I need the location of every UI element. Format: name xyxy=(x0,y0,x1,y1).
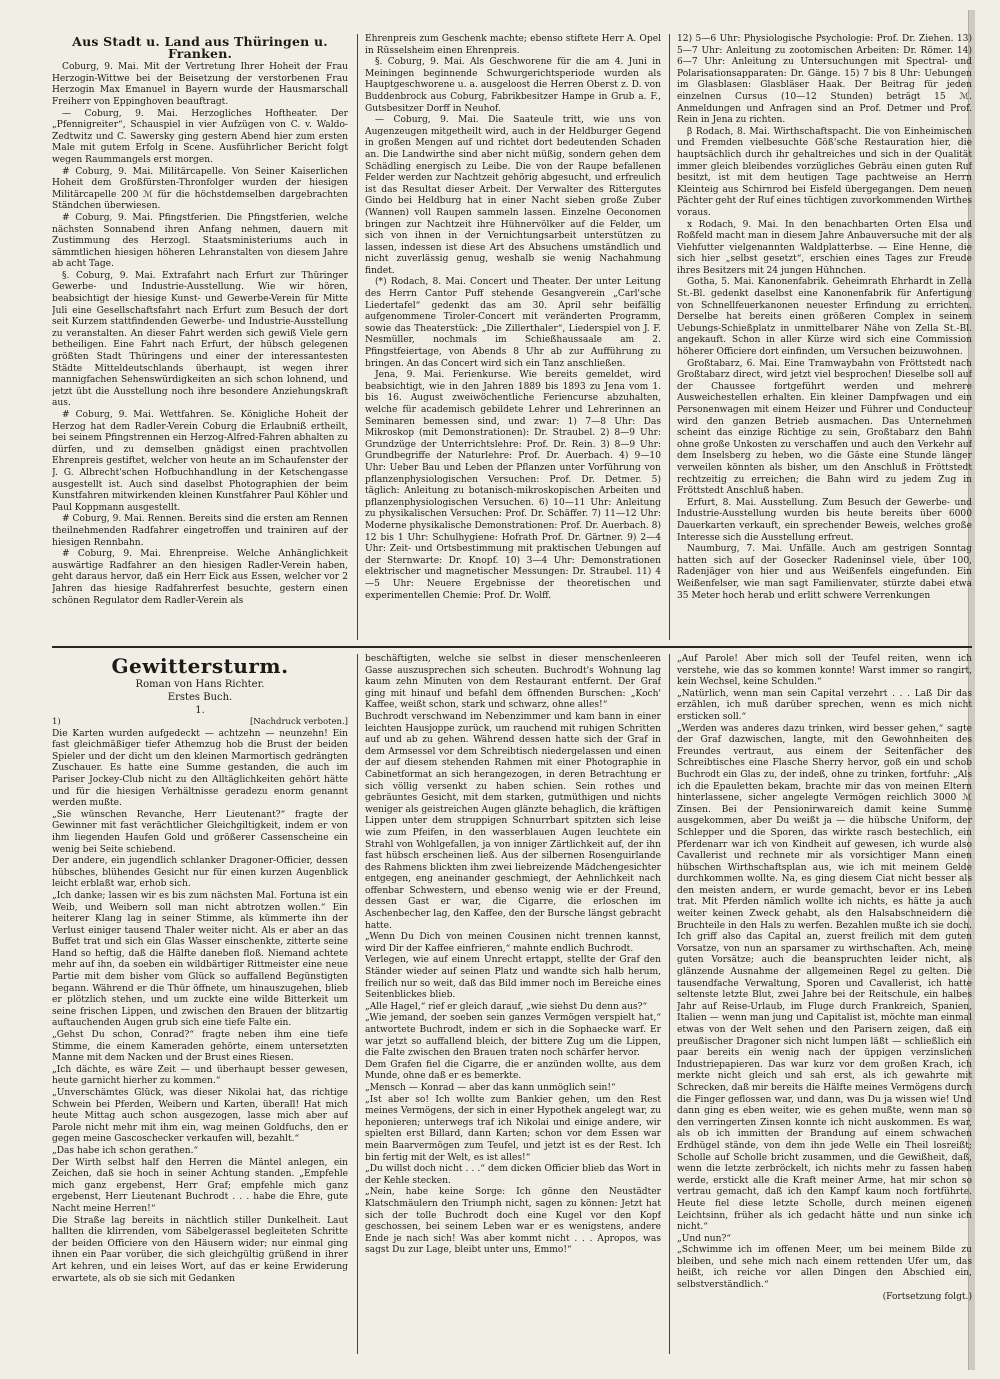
news-item: §. Coburg, 9. Mai. Extrafahrt nach Erfurt zur Thüringer Gewerbe- und Industrie-Ausstellung. Wie wir hören, beabsichtigt der hiesige Kunst- und Gewerbe-Verein für Mitte Juli eine Gesellschaftsfahrt nach Erfurt zum Besuch der dort seit Kurzem stattfindenden Gewerbe- und Industrie-Ausstellung zu veranstalten. An dieser Fahrt werden sich gewiß Viele gern betheiligen. Eine Fahrt nach Erfurt, der hübsch gelegenen größten Stadt Thüringens und einer der interessantesten Städte Mitteldeutschlands überhaupt, ist wegen ihrer mannigfachen Sehenswürdigkeiten an sich schon lohnend, und jetzt übt die Ausstellung noch ihre besondere Anziehungskraft aus. xyxy=(52,270,348,409)
news-item: β Rodach, 8. Mai. Wirthschaftspacht. Die von Einheimischen und Fremden vielbesuchte Göß'sche Restauration hier, die hauptsächlich durch ihr gehaltreiches und sich in der Qualität immer gleich bleibendes vorzügliches Gebräu einen guten Ruf besitzt, ist mit dem heutigen Tage pachtweise an Herrn Kleinteig aus Schirnrod bei Eisfeld übergegangen. Dem neuen Pächter geht der Ruf eines tüchtigen zuvorkommenden Wirthes voraus. xyxy=(677,126,972,218)
reprint-note xyxy=(52,717,348,729)
column-divider xyxy=(357,654,358,1354)
news-item: Jena, 9. Mai. Ferienkurse. Wie bereits gemeldet, wird beabsichtigt, wie in den Jahren 1889 bis 1893 zu Jena vom 1. bis 16. August zweiwöchentliche Feriencurse abzuhalten, welche für academisch gebildete Lehrer und Lehrerinnen an Seminaren bemessen sind, und zwar: 1) 7—8 Uhr: Das Mikroskop (mit Demonstrationen): Dr. Straubel. 2) 8—9 Uhr: Grundzüge der Unterrichtslehre: Prof. Dr. Rein. 3) 8—9 Uhr: Grundbegriffe der Naturlehre: Prof. Dr. Auerbach. 4) 9—10 Uhr: Ueber Bau und Leben der Pflanzen unter Vorführung von pflanzenphysiologischen Versuchen: Prof. Dr. Detmer. 5) täglich: Anleitung zu botanisch-mikroskopischen Arbeiten und pflanzenphysiologischen Versuchen. 6) 10—11 Uhr: Anleitung zu physikalischen Versuchen: Prof. Dr. Schäffer. 7) 11—12 Uhr: Moderne physikalische Demonstrationen: Prof. Dr. Auerbach. 8) 12 bis 1 Uhr: Schulhygiene: Hofrath Prof. Dr. Gärtner. 9) 2—4 Uhr: Zeit- und Ortsbestimmung mit praktischen Uebungen auf der Sternwarte: Dr. Knopf. 10) 3—4 Uhr: Demonstrationen elektrischer und magnetischer Messungen: Dr. Straubel. 11) 4—5 Uhr: Neuere Ergebnisse der theoretischen und experimentellen Chemie: Prof. Dr. Wolff. xyxy=(365,370,661,601)
news-item: # Coburg, 9. Mai. Militärcapelle. Von Seiner Kaiserlichen Hoheit dem Großfürsten-Thronfolger wurden der hiesigen Militärcapelle 200 ℳ für die höchstdemselben dargebrachten Ständchen überwiesen. xyxy=(52,166,348,212)
news-item: §. Coburg, 9. Mai. Als Geschworene für die am 4. Juni in Meiningen beginnende Schwurgerichtsperiode wurden als Hauptgeschworene u. a. ausgeloost die Herren Oberst z. D. von Buddenbrock aus Coburg, Fabrikbesitzer Hampe in Grub a. F., Gutsbesitzer Dorff in Neuhof. xyxy=(365,57,661,114)
news-item: # Coburg, 9. Mai. Rennen. Bereits sind die ersten am Rennen theilnehmenden Radfahrer eingetroffen und trainiren auf der hiesigen Rennbahn. xyxy=(52,514,348,548)
section-heading: Aus Stadt u. Land aus Thüringen u. Franken. xyxy=(72,34,328,61)
news-item: — Coburg, 9. Mai. Herzogliches Hoftheater. Der „Pfennigreiter“, Schauspiel in vier Aufzügen von C. v. Waldo-Zedtwitz und C. Sawersky ging gestern Abend hier zum ersten Male mit gutem Erfolg in Scene. Ausführlicher Bericht folgt wegen Raummangels erst morgen. xyxy=(52,108,348,165)
news-item: # Coburg, 9. Mai. Pfingstferien. Die Pfingstferien, welche nächsten Sonnabend ihren Anfang nehmen, dauern mit Zustimmung des Herzogl. Staatsministeriums auch in sämmtlichen hiesigen höheren Lehranstalten von diesem Jahre ab acht Tage. xyxy=(52,212,348,270)
column-local-news-3 xyxy=(677,34,972,640)
column-divider xyxy=(357,34,358,640)
news-item: Coburg, 9. Mai. Mit der Vertretung Ihrer Hoheit der Frau Herzogin-Wittwe bei der Beisetzung der verstorbenen Frau Herzogin Max Emanuel in Bayern wurde der Hausmarschall Freiherr von Eppinghoven beauftragt. xyxy=(52,62,348,107)
continued-note: (Fortsetzung folgt.) xyxy=(882,1291,972,1302)
news-item: 12) 5—6 Uhr: Physiologische Psychologie: Prof. Dr. Ziehen. 13) 5—7 Uhr: Anleitung zu zootomischen Arbeiten: Dr. Römer. 14) 6—7 Uhr: Anleitung zu Untersuchungen mit Spectral- und Polarisationsapparaten: Dr. Gänge. 15) 7 bis 8 Uhr: Uebungen im Glasblasen: Glasbläser Haak. Der Beitrag für jeden einzelnen Cursus (10—12 Stunden) beträgt 15 ℳ. Anmeldungen und Anfragen sind an Prof. Detmer und Prof. Rein in Jena zu richten. xyxy=(677,34,972,126)
column-divider xyxy=(669,34,670,640)
news-item: Erfurt, 8. Mai. Ausstellung. Zum Besuch der Gewerbe- und Industrie-Ausstellung wurden bis heute bereits über 6000 Dauerkarten verkauft, ein sprechender Beweis, welches große Interesse sich die Ausstellung erfreut. xyxy=(677,497,972,543)
news-item: x Rodach, 9. Mai. In den benachbarten Orten Elsa und Roßfeld macht man in diesem Jahre Anbauversuche mit der als Viehfutter vielgenannten Waldplatterbse. — Eine Henne, die sich hier „selbst gesetzt“, erschien eines Tages zur Freude ihres Besitzers mit 24 jungen Hühnchen. xyxy=(677,219,972,276)
newspaper-page xyxy=(52,34,972,1354)
copyright-notice: [Nachdruck verboten.] xyxy=(249,717,348,727)
column-local-news-2 xyxy=(365,34,661,640)
novel-text: Die Karten wurden aufgedeckt — achtzehn — neunzehn! Ein fast gleichmäßiger tiefer Athemzug hob die Brust der beiden Spieler und der dicht um den kleinen Marmortisch gedrängten Zuschauer. Es hatte eine Summe gestanden, die auch im Pariser Jockey-Club nicht zu den Alltäglichkeiten gehört hätte und für die hiesigen Verhältnisse geradezu enorm genannt werden mußte. „Sie wünschen Revanche, Herr Lieutenant?“ fragte der Gewinner mit fast verächtlicher Gleichgiltigkeit, indem er von ihm liegenden Haufen Gold und größerer Cassenscheine ein wenig bei Seite schiebend. Der andere, ein jugendlich schlanker Dragoner-Officier, dessen hübsches, blühendes Gesicht nur für einen kurzen Augenblick leicht erblaßt war, erhob sich. „Ich danke; lassen wir es bis zum nächsten Mal. Fortuna ist ein Weib, und Weibern soll man nicht abtrotzen wollen.“ Ein heiterer Klang lag in seiner Stimme, als kümmerte ihn der Verlust einiger tausend Thaler weiter nicht. Als er aber an das Buffet trat und sich ein Glas Wasser einschenkte, zitterte seine Hand so heftig, daß die Hälfte daneben floß. Niemand achtete mehr auf ihn, da soeben ein wildbärtiger Rittmeister eine neue Partie mit dem bisher vom Glück so auffallend Begünstigten begann. Während er die Thür öffnete, um hinauszugehen, blieb er plötzlich stehen, und um zuckte eine wilde Bitterkeit um seine frischen Lippen, und zwischen den Brauen der blitzartig auftauchenden Augen grub sich eine tiefe Falte ein. „Gehst Du schon, Conrad?“ fragte neben ihm eine tiefe Stimme, die einem Kameraden gehörte, einem untersetzten Manne mit dem Nacken und der Brust eines Riesen. „Ich dächte, es wäre Zeit — und überhaupt besser gewesen, heute garnicht hierher zu kommen.“ „Unverschämtes Glück, was dieser Nikolai hat, das richtige Schwein bei Pferden, Weibern und Karten, überall! Hat mich heute Mittag auch schon ausgezogen, lasse mich aber auf Parole nicht mehr mit ihm ein, wag meinen Goldfuchs, den er gegen meine Gascoschecker verkaufen will, bezahlt.“ „Das habe ich schon gerathen.“ Der Wirth selbst half den Herren die Mäntel anlegen, ein Zeichen, daß sie hoch in seiner Achtung standen. „Empfehle mich ganz ergebenst, Herr Graf; empfehle mich ganz ergebenst, Herr Lieutenant Buchrodt . . . habe die Ehre, gute Nacht meine Herren!“ Die Straße lag bereits in nächtlich stiller Dunkelheit. Laut hallten die klirrenden, vom Säbelgerassel begleiteten Schritte der beiden Officiere von den Häusern wider; nur einmal ging ihnen ein Paar vorüber, die sich gleichgültig grüßend in ihrer Art kehren, und ein leises Wort, auf das er keine Erwiderung erwartete, als ob sie sich mit Gedanken xyxy=(52,728,348,1284)
news-item: — Coburg, 9. Mai. Die Saateule tritt, wie uns von Augenzeugen mitgetheilt wird, auch in der Heldburger Gegend in großen Mengen auf und richtet dort bedeutenden Schaden an. Die Landwirthe sind aber nicht müßig, sondern gehen dem Schädling energisch zu Leibe. Die von der Raupe befallenen Felder werden zur Nachtzeit gehörig abgesucht, und erfreulich ist das Resultat dieser Arbeit. Der Verwalter des Rittergutes Gindo bei Heldburg hat in einer Nacht sieben große Zuber (Wannen) voll Raupen sammeln lassen. Einzelne Oeconomen bringen zur Nachtzeit ihre Hühnervölker auf die Felder, um sich von ihnen in der Vernichtungsarbeit unterstützen zu lassen, indessen ist diese Art des Absuchens umständlich und nicht zuverlässig genug, weshalb sie wenig Nachahmung findet. xyxy=(365,115,661,276)
news-item: # Coburg, 9. Mai. Ehrenpreise. Welche Anhänglichkeit auswärtige Radfahrer an den hiesigen Radler-Verein haben, geht daraus hervor, daß ein Herr Eick aus Essen, welcher vor 2 Jahren das hiesige Radfahrerfest besuchte, gestern einen schönen Regulator dem Radler-Verein als xyxy=(52,549,348,606)
news-item: (*) Rodach, 8. Mai. Concert und Theater. Der unter Leitung des Herrn Cantor Puff stehende Gesangverein „Carl'sche Liedertafel“ gedenkt das am 30. April sehr beifällig aufgenommene Tiroler-Concert mit veränderten Programm, sowie das Theaterstück: „Die Zillerthaler“, Liederspiel von J. F. Nesmüller, nochmals im Schießhaussaale am 2. Pfingstfeiertage, von Abends 8 Uhr ab zur Aufführung zu bringen. An das Concert wird sich ein Tanz anschließen. xyxy=(365,277,661,369)
column-divider xyxy=(669,654,670,1354)
column-local-news-1 xyxy=(52,34,348,640)
novel-author: Roman von Hans Richter. xyxy=(135,679,265,690)
novel-column-3 xyxy=(677,654,972,1354)
news-item: # Coburg, 9. Mai. Wettfahren. Se. Königliche Hoheit der Herzog hat dem Radler-Verein Coburg die Erlaubniß ertheilt, bei seinem Pfingstrennen ein Herzog-Alfred-Fahren abhalten zu dürfen, und zu demselben gnädigst einen prachtvollen Ehrenpreis gestiftet, welcher von heute an im Schaufenster der J. G. Albrecht'schen Hofbuchhandlung in der Ketschengasse ausgestellt ist. Auch sind daselbst Photographien der beim Kunstfahren mitwirkenden kleinen Kunstfahrer Paul Köhler und Paul Koppmann ausgestellt. xyxy=(52,410,348,513)
novel-column-1 xyxy=(52,654,348,1354)
novel-column-2 xyxy=(365,654,661,1354)
novel-text: „Auf Parole! Aber mich soll der Teufel reiten, wenn ich verstehe, wie das so kommen konnte! Warst immer so rangirt, kein Wechsel, keine Schulden.“ „Natürlich, wenn man sein Capital verzehrt . . . Laß Dir das erzählen, ich muß darüber sprechen, wenn es mich nicht ersticken soll.“ „Werden was anderes dazu trinken, wird besser gehen,“ sagte der Graf dazwischen, langte, mit den Gewohnheiten des Freundes vertraut, aus einem der Seitenfächer des Schreibtisches eine Flasche Sherry hervor, goß ein und schob Buchrodt ein Glas zu, der indeß, ohne zu trinken, fortfuhr: „Als ich die Epauletten bekam, brachte mir das von meinen Eltern hinterlassene, sicher angelegte Vermögen reichlich 3000 ℳ Zinsen. Bei der Pensionirwareich damit keine Summe ausgekommen, aber Du weißt ja — die hübsche Uniform, der Schlepper und die Sporen, das wirkte rasch bestechlich, ein Pferdenarr war ich von Kindheit auf gewesen, ich wurde also Cavallerist und rechnete mir als vorsichtiger Mann einen hübschen Wirthschaftsplan aus, wie ich mit meinem Gelde durchkommen wollte. Na, es ging diesem Ciat nicht besser als den meisten andern, er wurde gemacht, bevor er ins Leben trat. Mit Pferden nämlich wollte ich nichts, es hätte ja auch weiter keinen Zweck gehabt, als den Halsabschneidern die Bruchteile in den Hals zu werfen. Bezahlen mußte ich sie doch. Ich griff also das Capital an, zuerst freilich mit dem guten Vorsatze, von nun an sparsamer zu wirthschaften. Ach, meine guten Vorsätze; auch die beanspruchten leider nicht, als glänzende Ausnahme der allgemeinen Regel zu gelten. Die tausendfache Verwaltung, Sporen und Cavallerist, ich hatte seltenste letzte Blut, zwei Jahre bei der Reitschule, ein halbes Jahr auf Reise-Urlaub, im Fluge durch Frankreich, Spanien, Italien — wenn man jung und Capitalist ist, möchte man einmal etwas von der Welt sehen und den Parisern zeigen, daß ein preußischer Dragoner sich nicht lumpen läßt — schließlich ein paar bereits ein wenig nach der üppigen verzinslichen Industriepapieren. Das war kurz vor dem großen Krach, ich merkte nicht gleich und sah erst, als ich gewahrte mit Schrecken, daß mir bereits die Hälfte meines Vermögens durch die Finger geflossen war, und dann, was Du ja wissen wie! Und dann ging es eben weiter, wie es gehen mußte, wenn man so den verringerten Zinsen konnte ich nicht auskommen. Es war, als ob ich immitten der Brandung auf einem schwachen Erdhügel stände, von dem ihn jede Welle ein Theil losreißt; Scholle auf Scholle bricht zusammen, und die Gewißheit, daß, wenn die letzte zerbröckelt, ich nichts mehr zu fassen haben werde, erstickt alle die Kraft meiner Arme, hat mir schon so vertrau gemacht, daß ich den Kampf kaum noch fortführte. Heute fiel diese letzte Scholle, durch meinen eigenen Leichtsinn, früher als ich gedacht hätte und nun sinke ich nicht.“ „Und nun?“ „Schwimme ich im offenen Meer, um bei meinem Bilde zu bleiben, und sehe mich nach einem rettenden Ufer um, das heißt, ich reiche vor allen Dingen den Abschied ein, selbstverständlich.“ xyxy=(677,654,972,1291)
novel-book: Erstes Buch. xyxy=(167,692,233,703)
novel-chapter: 1. xyxy=(195,705,205,716)
novel-title: Gewittersturm. xyxy=(111,654,289,678)
novel-text: beschäftigten, welche sie selbst in dieser menschenleeren Gasse auszusprechen sich scheuten. Buchrodt's Wohnung lag kaum zehn Minuten von dem Restaurant entfernt. Der Graf ging mit hinauf und befahl dem öffnenden Burschen: „Koch' Kaffee, weißt schon, stark und schwarz, ohne alles!“ Buchrodt verschwand im Nebenzimmer und kam bann in einer leichten Hausjoppe zurück, um rauchend mit ruhigen Schritten auf und ab zu gehen. Während dessen hatte sich der Graf in dem Armsessel vor dem Schreibtisch niedergelassen und einen der auf diesem stehenden Rahmen mit einer Photographie in Cabinetformat an sich herangezogen, in deren Betrachtung er sich völlig versenkt zu haben schien. Sein rothes und gebräuntes Gesicht, mit dem starken, gutmüthigen und nichts weniger als geistreichen Augen glänzte behaglich, die kräftigen Lippen unter dem struppigen Schnurrbart spitzten sich leise wie zum Pfeifen, in den wasserblauen Augen leuchtete ein Strahl von Wohlgefallen, ja von inniger Zärtlichkeit auf, der ihn fast hübsch erscheinen ließ. Aus der silbernen Rosenguirlande des Rahmens blickten ihm zwei liebreizende Mädchengesichter entgegen, eng aneinander geschmiegt, der Aehnlichkeit nach offenbar Schwestern, und ebenso wenig wie er der Freund, dessen Gast er war, die Cigarre, die erloschen im Aschenbecher lag, den Kaffee, den der Bursche längst gebracht hatte. „Wenn Du Dich von meinen Cousinen nicht trennen kannst, wird Dir der Kaffee einfrieren,“ mahnte endlich Buchrodt. Verlegen, wie auf einem Unrecht ertappt, stellte der Graf den Ständer wieder auf seinen Platz und wandte sich halb herum, freilich nur so weit, daß das Bild immer noch im Bereiche eines Seitenblickes blieb. „Alle Hagel,“ rief er gleich darauf, „wie siehst Du denn aus?“ „Wie jemand, der soeben sein ganzes Vermögen verspielt hat,“ antwortete Buchrodt, indem er sich in die Sophaecke warf. Er war jetzt so auffallend bleich, der bittere Zug um die Lippen, die Falte zwischen den Brauen traten noch schärfer hervor. Dem Grafen fiel die Cigarre, die er anzünden wollte, aus dem Munde, ohne daß er es bemerkte. „Mensch — Konrad — aber das kann unmöglich sein!“ „Ist aber so! Ich wollte zum Bankier gehen, um den Rest meines Vermögens, der sich in einer Hypothek angelegt war, zu heponieren; unterwegs traf ich Nikolai und einige andere, wir spielten erst Billard, dann Karten; schon vor dem Essen war mein Baarvermögen zum Teufel, und jetzt ist es der Rest. Ich bin fertig mit der Welt, es ist alles!“ „Du willst doch nicht . . .“ dem dicken Officier blieb das Wort in der Kehle stecken. „Nein, habe keine Sorge: Ich gönne den Neustädter Klatschmäulern den Triumph nicht, sagen zu können: Jetzt hat sich der tolle Buchrodt doch eine Kugel vor den Kopf geschossen, bei seinem Leben war er es wenigstens, andere Ende je nach sich! Was aber kommt nicht . . . Apropos, was sagst Du zur Lage, bleibt unter uns, Emmo!“ xyxy=(365,654,661,1256)
feuilleton-separator xyxy=(52,646,972,648)
installment-number: 1) xyxy=(52,717,61,727)
news-item: Gotha, 5. Mai. Kanonenfabrik. Geheimrath Ehrhardt in Zella St.-Bl. gedenkt daselbst eine Kanonenfabrik für Anfertigung von Schnellfeuerkanonen neuester Erfindung zu errichten. Derselbe hat bereits einen größeren Complex in seinem Uebungs-Schießplatz in unmittelbarer Nähe von Zella St.-Bl. angekauft. Schon in aller Kürze wird sich eine Commission höherer Officiere dort einfinden, um Versuchen beizuwohnen. xyxy=(677,277,972,358)
news-item: Ehrenpreis zum Geschenk machte; ebenso stiftete Herr A. Opel in Rüsselsheim einen Ehrenpreis. xyxy=(365,34,661,56)
news-item: Großtabarz, 6. Mai. Eine Tramwaybahn von Fröttstedt nach Großtabarz direct, wird jetzt viel besprochen! Dieselbe soll auf der Chaussee fortgeführt werden und mehrere Ausweichestellen erhalten. Ein kleiner Dampfwagen und ein Personenwagen mit einem Heizer und Führer und Conducteur wird den ganzen Betrieb ausmachen. Das Unternehmen scheint das einzige Richtige zu sein, Großtabarz den Bahn ohne große Unkosten zu verschaffen und auch den Verkehr auf dem Inselsberg zu heben, wo die Gäste eine Stunde länger verweilen könnten als bisher, um den Anschluß in Fröttstedt rechtzeitig zu erreichen; die Bahn wird zu jedem Zug in Fröttstedt Anschluß haben. xyxy=(677,358,972,497)
news-item: Naumburg, 7. Mai. Unfälle. Auch am gestrigen Sonntag hatten sich auf der Gosecker Radeninsel viele, über 100, Radenjäger von hier und aus Weißenfels eingefunden. Ein Weißenfelser, wie man sagt Familienvater, stürzte dabei etwa 35 Meter hoch herab und erlitt schwere Verrenkungen xyxy=(677,544,972,601)
